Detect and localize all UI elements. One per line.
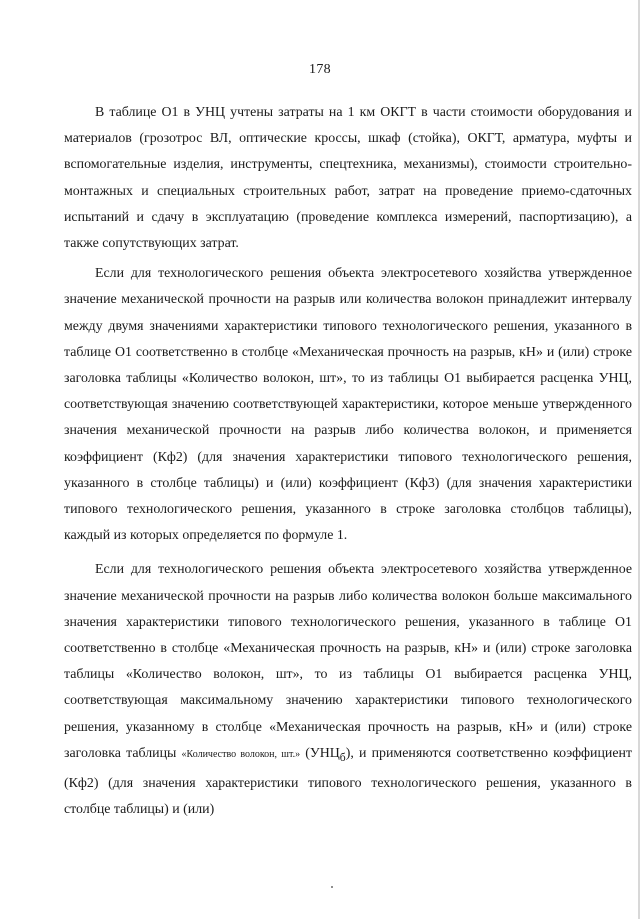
scan-artifact-dot bbox=[331, 886, 333, 888]
paragraph-maximum-rule bbox=[64, 557, 632, 823]
paragraph-maximum-rule-text-before: Если для технологического решения объекта электросетевого хозяйства утвержденное значение механической прочности на разрыв либо количества волокон больше максимального значения характеристики типового технологического решения, указанного в таблице О1 соответственно в столбце «Механическая прочность на разрыв, кН» и (или) строке заголовка таблицы «Количество волокон, шт», то из таблицы О1 выбирается расценка УНЦ, соответствующая максимальному значению характеристики типового технологического решения, указанному в столбце «Механическая прочность на разрыв, кН» и (или) строке заголовка таблицы bbox=[64, 562, 632, 761]
unc-subscript: б bbox=[339, 750, 346, 764]
page-number: 178 bbox=[309, 62, 331, 77]
table-header-reference-small: «Количество волокон, шт.» bbox=[181, 748, 301, 760]
paragraph-cost-composition: В таблице О1 в УНЦ учтены затраты на 1 км ОКГТ в части стоимости оборудования и материалов (грозотрос ВЛ, оптические кроссы, шкаф (стойка), ОКГТ, арматура, муфты и вспомогательные изделия, инструменты, спецтехника, механизмы), стоимости строительно-монтажных и специальных строительных работ, затрат на проведение приемо-сдаточных испытаний и сдачу в эксплуатацию (проведение комплекса измерений, паспортизацию), а также сопутствующих затрат. bbox=[64, 105, 632, 252]
paragraph-interval-rule: Если для технологического решения объекта электросетевого хозяйства утвержденное значение механической прочности на разрыв или количества волокон принадлежит интервалу между двумя значениями характеристики типового технологического решения, указанного в таблице О1 соответственно в столбце «Механическая прочность на разрыв, кН» и (или) строке заголовка таблицы «Количество волокон, шт», то из таблицы О1 выбирается расценка УНЦ, соответствующая значению соответствующей характеристики, которое меньше утвержденного значения механической прочности на разрыв либо количества волокон, и применяется коэффициент (Кф2) (для значения характеристики типового технологического решения, указанного в столбце таблицы) и (или) коэффициент (Кф3) (для значения характеристики типового технологического решения, указанного в строке заголовка столбцов таблицы), каждый из которых определяется по формуле 1. bbox=[64, 266, 632, 544]
unc-abbreviation: (УНЦ bbox=[300, 745, 340, 761]
paragraph-maximum-rule-text-after: ), и применяются соответственно коэффициент (Кф2) (для значения характеристики типового технологического решения, указанного в столбце таблицы) и (или) bbox=[64, 745, 633, 818]
document-body bbox=[64, 100, 632, 823]
